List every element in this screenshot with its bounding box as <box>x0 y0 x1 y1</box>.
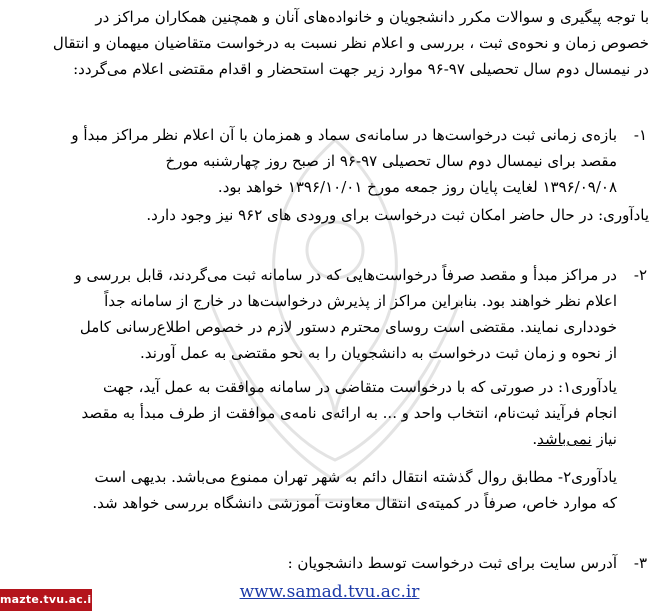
samad-website-link[interactable]: www.samad.tvu.ac.ir <box>239 582 420 602</box>
intro-paragraph <box>10 4 649 82</box>
note-1-underlined: نمی‌باشد <box>537 430 592 448</box>
item-1-paragraph <box>10 122 617 200</box>
item-2-line: از نحوه و زمان ثبت درخواست به دانشجویان را به نحو مقتضی به عمل آورند. <box>140 344 617 362</box>
item-2-note-2-line: یادآوری۲- مطابق روال گذشته انتقال دائم به شهر تهران ممنوع می‌باشد. بدیهی است <box>94 468 617 486</box>
item-1-line: ۱۳۹۶/۰۹/۰۸ لغایت پایان روز جمعه مورخ ۱۳۹۶/۱۰/۰۱ خواهد بود. <box>217 178 617 196</box>
item-3-paragraph <box>10 550 617 576</box>
item-1-line: مقصد برای نیمسال دوم سال تحصیلی ۹۷-۹۶ از صبح روز چهارشنبه مورخ <box>165 152 617 170</box>
item-1-note <box>10 202 649 228</box>
note-1-prefix: نیاز <box>591 430 617 448</box>
item-2-note-1-line: انجام فرآیند ثبت‌نام، انتخاب واحد و ... به ارائه‌ی نامه‌ی موافقت از طرف مبدأ به مقصد <box>81 404 617 422</box>
item-3-line: آدرس سایت برای ثبت درخواست توسط دانشجویان : <box>287 554 617 572</box>
item-2-number: ۲- <box>633 266 647 284</box>
item-2-note-1-line-last <box>10 426 617 452</box>
intro-line: با توجه پیگیری و سوالات مکرر دانشجویان و خانواده‌های آنان و همچنین همکاران مراکز در <box>95 8 649 26</box>
item-2-note-1 <box>10 374 617 452</box>
item-2-note-2-line: که موارد خاص، صرفاً در کمیته‌ی انتقال معاونت آموزشی دانشگاه بررسی خواهد شد. <box>92 494 617 512</box>
note-1-end: . <box>532 430 538 448</box>
item-1-note-line: یادآوری: در حال حاضر امکان ثبت درخواست برای ورودی های ۹۶۲ نیز وجود دارد. <box>146 206 649 224</box>
item-2-line: اعلام نظر خواهند بود. بنابراین مراکز از پذیرش درخواست‌ها در خارج از سامانه جداً <box>104 292 617 310</box>
item-2-paragraph <box>10 262 617 366</box>
item-1-line: بازه‌ی زمانی ثبت درخواست‌ها در سامانه‌ی سماد و همزمان با آن اعلام نظر مراکز مبدأ و <box>71 126 617 144</box>
item-3-number: ۳- <box>633 554 647 572</box>
item-2-line: خودداری نمایند. مقتضی است روسای محترم دستور لازم در خصوص اطلاع‌رسانی کامل <box>79 318 617 336</box>
intro-line: در نیمسال دوم سال تحصیلی ۹۷-۹۶ موارد زیر جهت استحضار و اقدام مقتضی اعلام می‌گردد: <box>73 60 649 78</box>
item-2-line: در مراکز مبدأ و مقصد صرفاً درخواست‌هایی که در سامانه ثبت می‌گردند، قابل بررسی و <box>74 266 617 284</box>
intro-line: خصوص زمان و نحوه‌ی ثبت ، بررسی و اعلام نظر نسبت به درخواست متقاضیان میهمان و انتقال <box>52 34 649 52</box>
item-2-note-1-line: یادآوری۱: در صورتی که با درخواست متقاضی در سامانه موافقت به عمل آید، جهت <box>102 378 617 396</box>
item-2-note-2 <box>10 464 617 516</box>
item-1-number: ۱- <box>633 126 647 144</box>
site-badge: mazte.tvu.ac.ir <box>0 589 92 611</box>
